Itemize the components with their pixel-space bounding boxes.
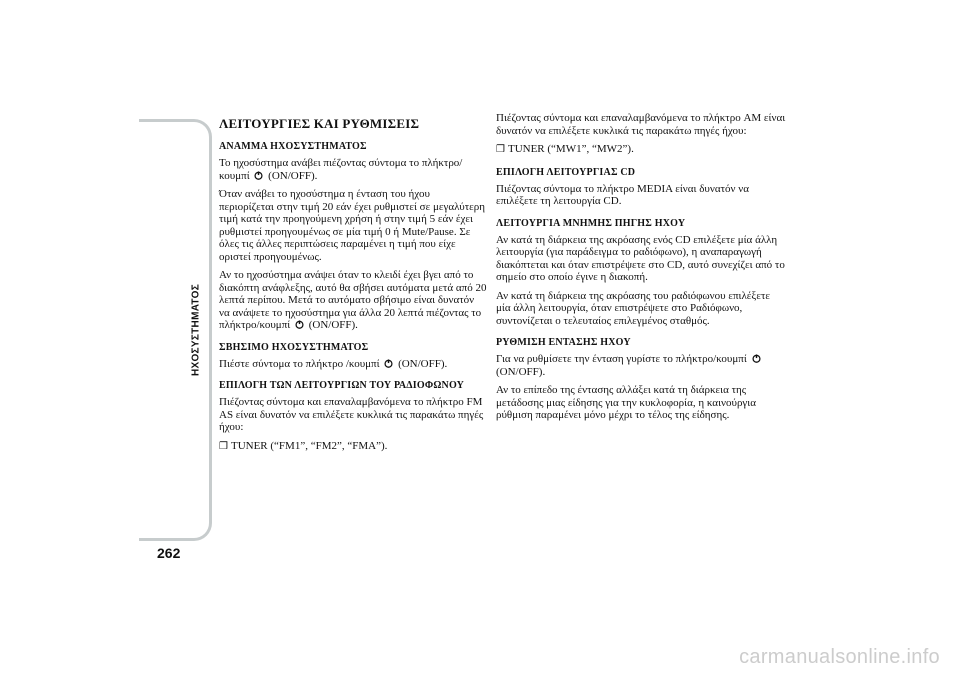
section-heading-cd-function: ΕΠΙΛΟΓΗ ΛΕΙΤΟΥΡΓΙΑΣ CD xyxy=(496,166,636,178)
side-section-label: ΗΧΟΣΥΣΤΗΜΑΤΟΣ xyxy=(190,283,202,377)
paragraph: Αν το επίπεδο της έντασης αλλάξει κατά τη διάρκεια της μετάδοσης μιας είδησης για την κυκλοφορία, η καινούργια ρύθμιση παραμένει μόνο μέχρι το τέλος της είδησης. xyxy=(496,384,757,421)
power-knob-icon xyxy=(254,171,263,180)
paragraph-text: (ON/OFF). xyxy=(496,365,546,378)
paragraph-text: (ON/OFF). xyxy=(308,319,358,331)
paragraph xyxy=(219,157,487,182)
section-heading-volume: ΡΥΘΜΙΣΗ ΕΝΤΑΣΗΣ ΗΧΟΥ xyxy=(496,337,631,348)
paragraph-text: Αν το ηχοσύστημα ανάψει όταν το κλειδί έχει βγει από το διακόπτη ανάφλεξης, αυτό θα σβήσει αυτόματα μετά από 20 λεπτά περίπου. Μετά το αυτόματο σβήσιμο είναι δυνατόν να ανάψετε το ηχοσύστημα για άλλα 20 λεπτά πιέζοντας το πλήκτρο/κουμπί xyxy=(219,269,487,331)
paragraph-text: Πιέστε σύντομα το πλήκτρο /κουμπί xyxy=(219,357,380,370)
paragraph xyxy=(219,358,487,371)
paragraph-text: (ON/OFF). xyxy=(268,169,318,182)
paragraph-text: Για να ρυθμίσετε την ένταση γυρίστε το πλήκτρο/κουμπί xyxy=(496,353,747,365)
paragraph-text: (ON/OFF). xyxy=(398,357,448,370)
paragraph: Αν κατά τη διάρκεια της ακρόασης του ραδιόφωνου επιλέξετε μία άλλη λειτουργία, όταν επιστρέψετε στο Ραδιόφωνο, συντονίζεται ο τελευταίος επιλεγμένος σταθμός. xyxy=(496,289,770,327)
right-column xyxy=(496,112,786,428)
paragraph: Αν κατά τη διάρκεια της ακρόασης ενός CD επιλέξετε μία άλλη λειτουργία (για παράδειγμα το ραδιόφωνο), η αναπαραγωγή διακόπτεται και όταν επιστρέψετε στο CD, αυτό συνεχίζει από το σημείο στο οποίο έγινε η διακοπή. xyxy=(496,233,785,283)
paragraph: Πιέζοντας σύντομα και επαναλαμβανόμενα το πλήκτρο AM είναι δυνατόν να επιλέξετε κυκλικά τις παρακάτω πηγές ήχου: xyxy=(496,112,786,137)
section-heading-power-off: ΣΒΗΣΙΜΟ ΗΧΟΣΥΣΤΗΜΑΤΟΣ xyxy=(219,341,369,353)
checkbox-bullet-icon: ❒ xyxy=(219,440,228,452)
watermark: carmanualsonline.info xyxy=(739,646,940,668)
left-column xyxy=(219,116,487,459)
list-item-text: TUNER (“MW1”, “MW2”). xyxy=(507,143,634,155)
power-knob-icon xyxy=(295,320,304,329)
list-item-text: TUNER (“FM1”, “FM2”, “FMA”). xyxy=(230,439,388,452)
paragraph: Πιέζοντας σύντομα το πλήκτρο MEDIA είναι δυνατόν να επιλέξετε τη λειτουργία CD. xyxy=(496,182,749,207)
power-knob-icon xyxy=(384,359,393,368)
list-item xyxy=(496,143,786,157)
checkbox-bullet-icon: ❒ xyxy=(496,144,505,155)
paragraph xyxy=(496,353,786,378)
page-title: ΛΕΙΤΟΥΡΓΙΕΣ ΚΑΙ ΡΥΘΜΙΣΕΙΣ xyxy=(219,116,420,131)
section-heading-radio-functions: ΕΠΙΛΟΓΗ ΤΩΝ ΛΕΙΤΟΥΡΓΙΩΝ ΤΟΥ ΡΑΔΙΟΦΩΝΟΥ xyxy=(219,380,465,391)
paragraph: Πιέζοντας σύντομα και επαναλαμβανόμενα το πλήκτρο FM AS είναι δυνατόν να επιλέξετε κυκλικά τις παρακάτω πηγές ήχου: xyxy=(219,396,484,433)
paragraph: Όταν ανάβει το ηχοσύστημα η ένταση του ήχου περιορίζεται στην τιμή 20 εάν έχει ρυθμιστεί σε μεγαλύτερη τιμή κατά την προηγούμενη χρήση ή στην τιμή 5 εάν έχει ρυθμιστεί προηγουμένως σε μία τιμή 0 ή Mute/Pause. Σε όλες τις άλλες περιπτώσεις παραμένει η τιμή που είχε οριστεί προηγουμένως. xyxy=(219,188,485,263)
section-heading-power-on: ΑΝΑΜΜΑ ΗΧΟΣΥΣΤΗΜΑΤΟΣ xyxy=(219,141,367,152)
paragraph xyxy=(219,269,487,332)
list-item xyxy=(219,440,487,454)
page-number: 262 xyxy=(157,545,181,561)
paragraph-text: Το ηχοσύστημα ανάβει πιέζοντας σύντομα το πλήκτρο/κουμπί xyxy=(219,157,463,182)
section-heading-source-memory: ΛΕΙΤΟΥΡΓΙΑ ΜΝΗΜΗΣ ΠΗΓΗΣ ΗΧΟΥ xyxy=(496,217,686,229)
power-knob-icon xyxy=(752,354,761,363)
